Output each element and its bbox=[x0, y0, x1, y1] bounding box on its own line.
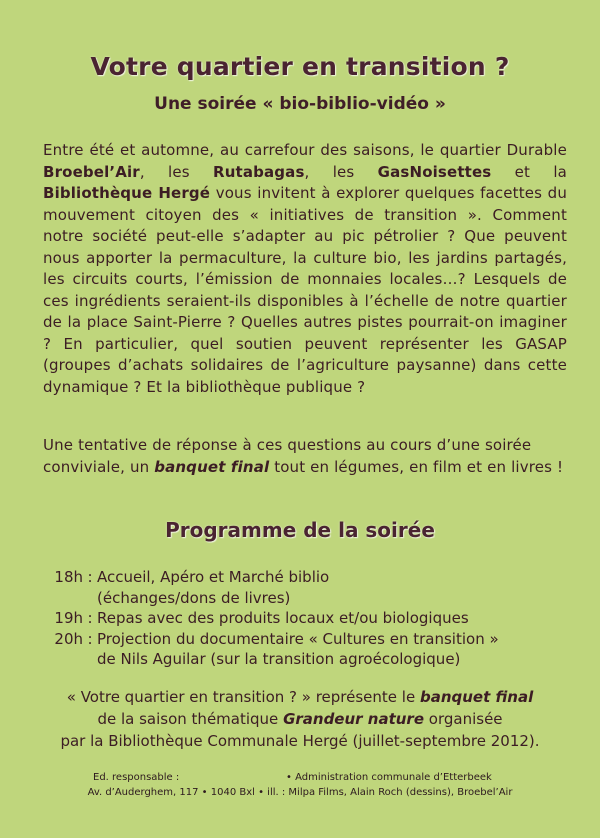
intro-text: Entre été et automne, au carrefour des saisons, le quartier Durable bbox=[43, 141, 567, 159]
note-text: de la saison thématique bbox=[97, 710, 284, 728]
programme-line: (échanges/dons de livres) bbox=[97, 588, 291, 607]
footer-address: Av. d’Auderghem, 117 • 1040 Bxl • ill. : Milpa Films, Alain Roch (dessins), Broebel’Air bbox=[87, 787, 513, 798]
programme-separator: : bbox=[87, 568, 93, 586]
programme-description bbox=[97, 567, 573, 608]
page-title: Votre quartier en transition ? bbox=[90, 52, 510, 81]
tentative-paragraph bbox=[43, 435, 567, 478]
programme-time: 19h bbox=[54, 609, 83, 627]
programme-description bbox=[97, 629, 573, 670]
programme-item-18h bbox=[43, 567, 573, 608]
intro-paragraph bbox=[43, 140, 567, 398]
programme-description bbox=[97, 608, 573, 629]
intro-text: vous invitent à explorer quelques facettes du mouvement citoyen des « initiatives de transition ». Comment notre société peut-elle s’adapter au pic pétrolier ? Que peuvent nous apporter la permaculture, la culture bio, les jardins partagés, les circuits courts, l’émission de monnaies locales…? Lesquels de ces ingrédients seraient-ils disponibles à l’échelle de notre quartier de la place Saint-Pierre ? Quelles autres pistes pourrait-on imaginer ? En particulier, quel soutien peuvent représenter les GASAP (groupes d’achats solidaires de l’agriculture paysanne) dans cette dynamique ? Et la bibliothèque publique ? bbox=[43, 184, 567, 396]
programme-separator: : bbox=[87, 609, 93, 627]
tentative-text: Une tentative de réponse à ces questions au cours d’une soirée conviviale, un bbox=[43, 436, 532, 476]
footer-ed-label: Ed. responsable : bbox=[93, 772, 180, 783]
programme-line: Repas avec des produits locaux et/ou biologiques bbox=[97, 609, 469, 627]
note-text: « Votre quartier en transition ? » représente le bbox=[66, 688, 420, 706]
org-broebelair: Broebel’Air bbox=[43, 162, 140, 181]
programme-time: 18h bbox=[54, 568, 83, 586]
grandeur-nature-emphasis: Grandeur nature bbox=[283, 710, 425, 728]
note-text: par la Bibliothèque Communale Hergé (juillet-septembre 2012). bbox=[60, 732, 540, 750]
intro-text: , les bbox=[139, 162, 213, 181]
banquet-final-emphasis: banquet final bbox=[154, 457, 270, 476]
tentative-text: tout en légumes, en film et en livres ! bbox=[269, 457, 564, 476]
programme-item-19h bbox=[43, 608, 573, 629]
programme-title: Programme de la soirée bbox=[165, 518, 435, 542]
footer-admin: • Administration communale d’Etterbeek bbox=[286, 772, 492, 783]
page-subtitle: Une soirée « bio-biblio-vidéo » bbox=[154, 94, 446, 114]
intro-text: et la bbox=[491, 162, 568, 181]
programme-list bbox=[43, 567, 573, 670]
banquet-final-emphasis: banquet final bbox=[419, 688, 534, 706]
intro-text: , les bbox=[304, 162, 378, 181]
season-note bbox=[0, 686, 600, 752]
programme-line: de Nils Aguilar (sur la transition agroécologique) bbox=[97, 650, 461, 668]
programme-time: 20h bbox=[54, 629, 83, 648]
programme-separator: : bbox=[87, 629, 93, 648]
footer bbox=[0, 770, 600, 800]
programme-line: Projection du documentaire « Cultures en transition » bbox=[97, 629, 499, 648]
org-rutabagas: Rutabagas bbox=[213, 162, 305, 181]
programme-line: Accueil, Apéro et Marché biblio bbox=[97, 568, 330, 586]
programme-item-20h bbox=[43, 629, 573, 670]
note-text: organisée bbox=[424, 710, 503, 728]
org-bibliotheque-herge: Bibliothèque Hergé bbox=[43, 184, 211, 202]
org-gasnoisettes: GasNoisettes bbox=[377, 162, 492, 181]
